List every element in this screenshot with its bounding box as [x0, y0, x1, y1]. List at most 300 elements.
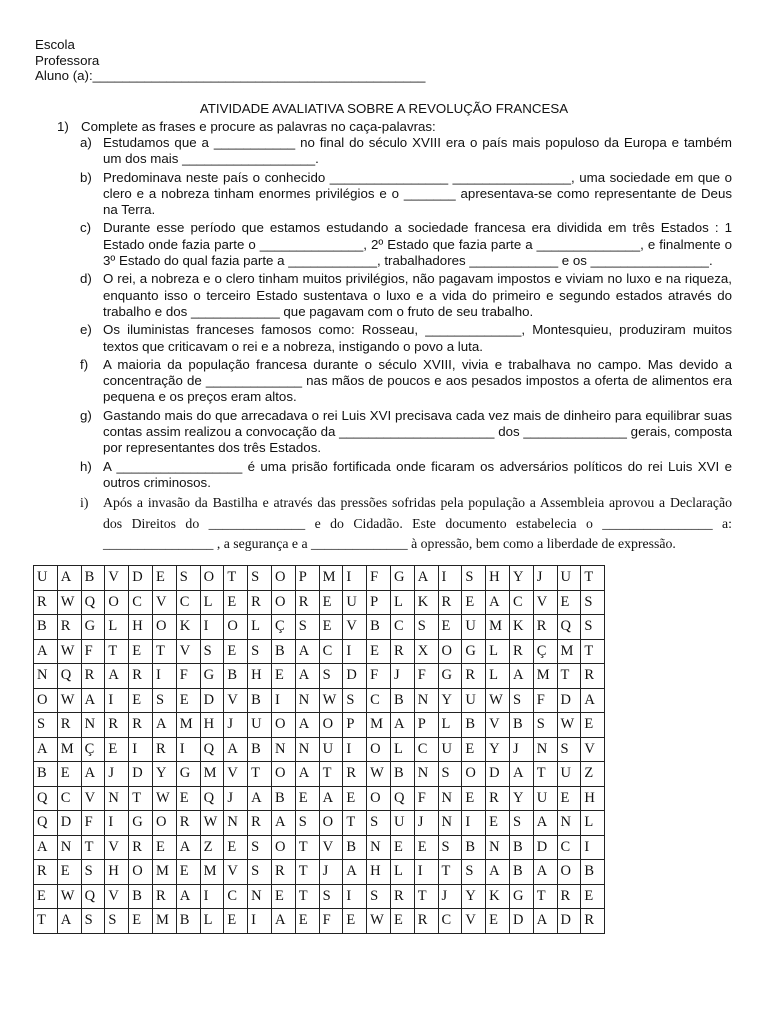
grid-cell[interactable]: E — [295, 786, 319, 811]
grid-cell[interactable]: V — [105, 884, 129, 909]
grid-cell[interactable]: W — [57, 590, 81, 615]
grid-cell[interactable]: M — [486, 615, 510, 640]
grid-cell[interactable]: A — [224, 737, 248, 762]
grid-cell[interactable]: V — [486, 713, 510, 738]
grid-cell[interactable]: C — [438, 909, 462, 934]
grid-cell[interactable]: A — [271, 811, 295, 836]
grid-cell[interactable]: A — [295, 639, 319, 664]
grid-cell[interactable]: B — [176, 909, 200, 934]
grid-cell[interactable]: U — [438, 737, 462, 762]
grid-cell[interactable]: E — [295, 909, 319, 934]
grid-cell[interactable]: T — [152, 639, 176, 664]
grid-cell[interactable]: E — [176, 860, 200, 885]
grid-cell[interactable]: E — [390, 909, 414, 934]
grid-cell[interactable]: A — [533, 860, 557, 885]
grid-cell[interactable]: A — [295, 713, 319, 738]
grid-cell[interactable]: O — [271, 713, 295, 738]
grid-cell[interactable]: E — [57, 860, 81, 885]
grid-cell[interactable]: I — [343, 737, 367, 762]
grid-cell[interactable]: Q — [200, 786, 224, 811]
grid-cell[interactable]: K — [486, 884, 510, 909]
grid-cell[interactable]: V — [319, 835, 343, 860]
grid-cell[interactable]: J — [319, 860, 343, 885]
grid-cell[interactable]: O — [271, 590, 295, 615]
grid-cell[interactable]: E — [129, 639, 153, 664]
grid-cell[interactable]: R — [462, 664, 486, 689]
grid-cell[interactable]: A — [105, 664, 129, 689]
grid-cell[interactable]: C — [129, 590, 153, 615]
grid-cell[interactable]: F — [176, 664, 200, 689]
grid-cell[interactable]: S — [533, 713, 557, 738]
grid-cell[interactable]: E — [271, 884, 295, 909]
grid-cell[interactable]: L — [486, 664, 510, 689]
grid-cell[interactable]: S — [34, 713, 58, 738]
grid-cell[interactable]: A — [81, 762, 105, 787]
grid-cell[interactable]: O — [224, 615, 248, 640]
grid-cell[interactable]: M — [200, 860, 224, 885]
grid-cell[interactable]: C — [557, 835, 581, 860]
grid-cell[interactable]: A — [34, 737, 58, 762]
grid-cell[interactable]: F — [367, 566, 391, 591]
grid-cell[interactable]: G — [129, 811, 153, 836]
grid-cell[interactable]: Q — [57, 664, 81, 689]
grid-cell[interactable]: V — [224, 860, 248, 885]
grid-cell[interactable]: A — [271, 909, 295, 934]
grid-cell[interactable]: J — [105, 762, 129, 787]
grid-cell[interactable]: J — [224, 786, 248, 811]
grid-cell[interactable]: V — [224, 688, 248, 713]
grid-cell[interactable]: E — [34, 884, 58, 909]
grid-cell[interactable]: E — [462, 786, 486, 811]
grid-cell[interactable]: K — [509, 615, 533, 640]
grid-cell[interactable]: R — [152, 737, 176, 762]
grid-cell[interactable]: E — [152, 566, 176, 591]
grid-cell[interactable]: T — [295, 835, 319, 860]
grid-cell[interactable]: N — [271, 737, 295, 762]
grid-cell[interactable]: N — [438, 786, 462, 811]
grid-cell[interactable]: P — [414, 713, 438, 738]
grid-cell[interactable]: E — [438, 615, 462, 640]
grid-cell[interactable]: T — [34, 909, 58, 934]
grid-cell[interactable]: I — [343, 639, 367, 664]
grid-cell[interactable]: J — [509, 737, 533, 762]
grid-cell[interactable]: B — [81, 566, 105, 591]
grid-cell[interactable]: B — [34, 615, 58, 640]
grid-cell[interactable]: I — [152, 664, 176, 689]
grid-cell[interactable]: E — [271, 664, 295, 689]
grid-cell[interactable]: H — [129, 615, 153, 640]
grid-cell[interactable]: E — [176, 688, 200, 713]
grid-cell[interactable]: R — [152, 884, 176, 909]
grid-cell[interactable]: N — [248, 884, 272, 909]
grid-cell[interactable]: G — [438, 664, 462, 689]
grid-cell[interactable]: E — [224, 909, 248, 934]
grid-cell[interactable]: C — [390, 615, 414, 640]
grid-cell[interactable]: T — [129, 786, 153, 811]
grid-cell[interactable]: I — [343, 884, 367, 909]
grid-cell[interactable]: S — [295, 811, 319, 836]
grid-cell[interactable]: N — [533, 737, 557, 762]
grid-cell[interactable]: S — [462, 566, 486, 591]
grid-cell[interactable]: O — [129, 860, 153, 885]
grid-cell[interactable]: T — [248, 762, 272, 787]
grid-cell[interactable]: A — [486, 860, 510, 885]
grid-cell[interactable]: O — [557, 860, 581, 885]
grid-cell[interactable]: D — [509, 909, 533, 934]
grid-cell[interactable]: W — [57, 639, 81, 664]
grid-cell[interactable]: T — [533, 884, 557, 909]
grid-cell[interactable]: B — [34, 762, 58, 787]
grid-cell[interactable]: E — [129, 688, 153, 713]
grid-cell[interactable]: S — [176, 566, 200, 591]
grid-cell[interactable]: U — [390, 811, 414, 836]
grid-cell[interactable]: E — [57, 762, 81, 787]
grid-cell[interactable]: J — [438, 884, 462, 909]
grid-cell[interactable]: E — [581, 713, 605, 738]
grid-cell[interactable]: A — [81, 688, 105, 713]
grid-cell[interactable]: Y — [486, 737, 510, 762]
grid-cell[interactable]: V — [462, 909, 486, 934]
grid-cell[interactable]: I — [414, 860, 438, 885]
grid-cell[interactable]: S — [248, 860, 272, 885]
grid-cell[interactable]: Q — [557, 615, 581, 640]
grid-cell[interactable]: I — [438, 566, 462, 591]
grid-cell[interactable]: A — [57, 909, 81, 934]
grid-cell[interactable]: G — [81, 615, 105, 640]
grid-cell[interactable]: E — [462, 590, 486, 615]
grid-cell[interactable]: Q — [34, 811, 58, 836]
grid-cell[interactable]: U — [557, 762, 581, 787]
grid-cell[interactable]: U — [462, 615, 486, 640]
grid-cell[interactable]: M — [176, 713, 200, 738]
grid-cell[interactable]: Y — [438, 688, 462, 713]
grid-cell[interactable]: E — [152, 835, 176, 860]
grid-cell[interactable]: N — [34, 664, 58, 689]
grid-cell[interactable]: O — [367, 786, 391, 811]
grid-cell[interactable]: O — [319, 713, 343, 738]
grid-cell[interactable]: C — [414, 737, 438, 762]
grid-cell[interactable]: A — [295, 664, 319, 689]
grid-cell[interactable]: B — [390, 688, 414, 713]
grid-cell[interactable]: O — [319, 811, 343, 836]
grid-cell[interactable]: V — [105, 566, 129, 591]
grid-cell[interactable]: F — [81, 811, 105, 836]
grid-cell[interactable]: O — [271, 835, 295, 860]
grid-cell[interactable]: G — [200, 664, 224, 689]
grid-cell[interactable]: R — [295, 590, 319, 615]
grid-cell[interactable]: T — [295, 884, 319, 909]
grid-cell[interactable]: W — [200, 811, 224, 836]
grid-cell[interactable]: L — [200, 590, 224, 615]
grid-cell[interactable]: T — [581, 566, 605, 591]
grid-cell[interactable]: Q — [81, 884, 105, 909]
grid-cell[interactable]: R — [34, 860, 58, 885]
grid-cell[interactable]: B — [462, 835, 486, 860]
grid-cell[interactable]: D — [557, 909, 581, 934]
grid-cell[interactable]: A — [57, 566, 81, 591]
grid-cell[interactable]: V — [105, 835, 129, 860]
grid-cell[interactable]: R — [129, 713, 153, 738]
grid-cell[interactable]: E — [319, 590, 343, 615]
grid-cell[interactable]: H — [581, 786, 605, 811]
grid-cell[interactable]: A — [34, 835, 58, 860]
grid-cell[interactable]: G — [509, 884, 533, 909]
grid-cell[interactable]: O — [462, 762, 486, 787]
grid-cell[interactable]: B — [248, 688, 272, 713]
grid-cell[interactable]: M — [152, 860, 176, 885]
grid-cell[interactable]: J — [533, 566, 557, 591]
grid-cell[interactable]: F — [319, 909, 343, 934]
grid-cell[interactable]: A — [34, 639, 58, 664]
grid-cell[interactable]: V — [343, 615, 367, 640]
grid-cell[interactable]: H — [248, 664, 272, 689]
grid-cell[interactable]: C — [224, 884, 248, 909]
grid-cell[interactable]: L — [438, 713, 462, 738]
grid-cell[interactable]: S — [200, 639, 224, 664]
grid-cell[interactable]: I — [129, 737, 153, 762]
grid-cell[interactable]: B — [343, 835, 367, 860]
grid-cell[interactable]: E — [129, 909, 153, 934]
grid-cell[interactable]: I — [581, 835, 605, 860]
grid-cell[interactable]: S — [509, 688, 533, 713]
grid-cell[interactable]: L — [390, 590, 414, 615]
grid-cell[interactable]: S — [581, 615, 605, 640]
grid-cell[interactable]: V — [176, 639, 200, 664]
grid-cell[interactable]: C — [367, 688, 391, 713]
grid-cell[interactable]: D — [57, 811, 81, 836]
grid-cell[interactable]: R — [414, 909, 438, 934]
grid-cell[interactable]: R — [34, 590, 58, 615]
grid-cell[interactable]: W — [152, 786, 176, 811]
grid-cell[interactable]: E — [105, 737, 129, 762]
grid-cell[interactable]: V — [81, 786, 105, 811]
grid-cell[interactable]: J — [224, 713, 248, 738]
grid-cell[interactable]: X — [414, 639, 438, 664]
grid-cell[interactable]: E — [343, 909, 367, 934]
grid-cell[interactable]: Q — [81, 590, 105, 615]
grid-cell[interactable]: Ç — [533, 639, 557, 664]
grid-cell[interactable]: B — [224, 664, 248, 689]
grid-cell[interactable]: V — [224, 762, 248, 787]
grid-cell[interactable]: A — [248, 786, 272, 811]
grid-cell[interactable]: E — [224, 835, 248, 860]
grid-cell[interactable]: B — [248, 737, 272, 762]
grid-cell[interactable]: U — [248, 713, 272, 738]
grid-cell[interactable]: Y — [509, 786, 533, 811]
grid-cell[interactable]: E — [486, 811, 510, 836]
grid-cell[interactable]: H — [367, 860, 391, 885]
grid-cell[interactable]: S — [248, 566, 272, 591]
grid-cell[interactable]: A — [343, 860, 367, 885]
grid-cell[interactable]: Y — [509, 566, 533, 591]
grid-cell[interactable]: Ç — [271, 615, 295, 640]
grid-cell[interactable]: S — [509, 811, 533, 836]
grid-cell[interactable]: S — [81, 909, 105, 934]
grid-cell[interactable]: T — [295, 860, 319, 885]
grid-cell[interactable]: O — [271, 762, 295, 787]
grid-cell[interactable]: S — [319, 664, 343, 689]
grid-cell[interactable]: V — [533, 590, 557, 615]
grid-cell[interactable]: V — [152, 590, 176, 615]
grid-cell[interactable]: S — [343, 688, 367, 713]
grid-cell[interactable]: Q — [200, 737, 224, 762]
grid-cell[interactable]: S — [438, 762, 462, 787]
grid-cell[interactable]: A — [390, 713, 414, 738]
grid-cell[interactable]: O — [438, 639, 462, 664]
grid-cell[interactable]: D — [557, 688, 581, 713]
grid-cell[interactable]: G — [176, 762, 200, 787]
grid-cell[interactable]: T — [533, 762, 557, 787]
grid-cell[interactable]: R — [248, 811, 272, 836]
grid-cell[interactable]: W — [486, 688, 510, 713]
grid-cell[interactable]: T — [319, 762, 343, 787]
grid-cell[interactable]: T — [581, 639, 605, 664]
grid-cell[interactable]: E — [319, 615, 343, 640]
grid-cell[interactable]: N — [295, 737, 319, 762]
grid-cell[interactable]: F — [414, 786, 438, 811]
grid-cell[interactable]: W — [557, 713, 581, 738]
grid-cell[interactable]: N — [557, 811, 581, 836]
grid-cell[interactable]: N — [224, 811, 248, 836]
grid-cell[interactable]: S — [248, 835, 272, 860]
grid-cell[interactable]: E — [224, 590, 248, 615]
grid-cell[interactable]: P — [367, 590, 391, 615]
grid-cell[interactable]: U — [319, 737, 343, 762]
grid-cell[interactable]: N — [486, 835, 510, 860]
grid-cell[interactable]: R — [343, 762, 367, 787]
grid-cell[interactable]: S — [414, 615, 438, 640]
grid-cell[interactable]: K — [414, 590, 438, 615]
grid-cell[interactable]: U — [462, 688, 486, 713]
grid-cell[interactable]: O — [105, 590, 129, 615]
grid-cell[interactable]: R — [129, 835, 153, 860]
grid-cell[interactable]: S — [438, 835, 462, 860]
grid-cell[interactable]: S — [367, 884, 391, 909]
grid-cell[interactable]: L — [248, 615, 272, 640]
grid-cell[interactable]: Q — [34, 786, 58, 811]
grid-cell[interactable]: S — [557, 737, 581, 762]
grid-cell[interactable]: W — [57, 884, 81, 909]
grid-cell[interactable]: A — [581, 688, 605, 713]
grid-cell[interactable]: S — [581, 590, 605, 615]
grid-cell[interactable]: A — [486, 590, 510, 615]
grid-cell[interactable]: R — [533, 615, 557, 640]
grid-cell[interactable]: S — [152, 688, 176, 713]
grid-cell[interactable]: T — [414, 884, 438, 909]
grid-cell[interactable]: N — [57, 835, 81, 860]
grid-cell[interactable]: L — [390, 737, 414, 762]
grid-cell[interactable]: A — [533, 811, 557, 836]
grid-cell[interactable]: S — [105, 909, 129, 934]
grid-cell[interactable]: P — [343, 713, 367, 738]
grid-cell[interactable]: L — [105, 615, 129, 640]
grid-cell[interactable]: A — [176, 884, 200, 909]
grid-cell[interactable]: A — [509, 762, 533, 787]
grid-cell[interactable]: P — [295, 566, 319, 591]
grid-cell[interactable]: H — [486, 566, 510, 591]
grid-cell[interactable]: R — [271, 860, 295, 885]
grid-cell[interactable]: R — [176, 811, 200, 836]
grid-cell[interactable]: U — [533, 786, 557, 811]
grid-cell[interactable]: S — [248, 639, 272, 664]
grid-cell[interactable]: M — [533, 664, 557, 689]
grid-cell[interactable]: M — [319, 566, 343, 591]
grid-cell[interactable]: M — [367, 713, 391, 738]
grid-cell[interactable]: Ç — [81, 737, 105, 762]
grid-cell[interactable]: B — [271, 786, 295, 811]
grid-cell[interactable]: G — [462, 639, 486, 664]
grid-cell[interactable]: O — [367, 737, 391, 762]
grid-cell[interactable]: D — [343, 664, 367, 689]
grid-cell[interactable]: E — [414, 835, 438, 860]
grid-cell[interactable]: L — [486, 639, 510, 664]
grid-cell[interactable]: R — [57, 713, 81, 738]
grid-cell[interactable]: I — [271, 688, 295, 713]
grid-cell[interactable]: D — [129, 566, 153, 591]
grid-cell[interactable]: N — [414, 762, 438, 787]
grid-cell[interactable]: N — [105, 786, 129, 811]
grid-cell[interactable]: S — [295, 615, 319, 640]
grid-cell[interactable]: B — [509, 860, 533, 885]
grid-cell[interactable]: A — [533, 909, 557, 934]
grid-cell[interactable]: E — [343, 786, 367, 811]
grid-cell[interactable]: I — [343, 566, 367, 591]
grid-cell[interactable]: O — [34, 688, 58, 713]
grid-cell[interactable]: B — [271, 639, 295, 664]
grid-cell[interactable]: E — [557, 590, 581, 615]
grid-cell[interactable]: A — [152, 713, 176, 738]
grid-cell[interactable]: B — [367, 615, 391, 640]
grid-cell[interactable]: M — [152, 909, 176, 934]
grid-cell[interactable]: C — [509, 590, 533, 615]
grid-cell[interactable]: I — [248, 909, 272, 934]
grid-cell[interactable]: W — [319, 688, 343, 713]
grid-cell[interactable]: A — [319, 786, 343, 811]
grid-cell[interactable]: O — [152, 811, 176, 836]
grid-cell[interactable]: E — [390, 835, 414, 860]
grid-cell[interactable]: N — [295, 688, 319, 713]
grid-cell[interactable]: J — [414, 811, 438, 836]
grid-cell[interactable]: Q — [390, 786, 414, 811]
grid-cell[interactable]: I — [105, 811, 129, 836]
grid-cell[interactable]: U — [557, 566, 581, 591]
grid-cell[interactable]: F — [533, 688, 557, 713]
grid-cell[interactable]: R — [57, 615, 81, 640]
grid-cell[interactable]: T — [81, 835, 105, 860]
grid-cell[interactable]: I — [176, 737, 200, 762]
grid-cell[interactable]: H — [105, 860, 129, 885]
grid-cell[interactable]: B — [462, 713, 486, 738]
grid-cell[interactable]: I — [105, 688, 129, 713]
grid-cell[interactable]: E — [176, 786, 200, 811]
grid-cell[interactable]: R — [486, 786, 510, 811]
grid-cell[interactable]: D — [129, 762, 153, 787]
grid-cell[interactable]: L — [390, 860, 414, 885]
grid-cell[interactable]: R — [438, 590, 462, 615]
grid-cell[interactable]: E — [367, 639, 391, 664]
grid-cell[interactable]: B — [509, 835, 533, 860]
grid-cell[interactable]: S — [319, 884, 343, 909]
grid-cell[interactable]: F — [81, 639, 105, 664]
grid-cell[interactable]: F — [367, 664, 391, 689]
grid-cell[interactable]: B — [390, 762, 414, 787]
grid-cell[interactable]: M — [57, 737, 81, 762]
grid-cell[interactable]: N — [414, 688, 438, 713]
grid-cell[interactable]: A — [176, 835, 200, 860]
grid-cell[interactable]: L — [200, 909, 224, 934]
grid-cell[interactable]: R — [390, 639, 414, 664]
grid-cell[interactable]: R — [248, 590, 272, 615]
